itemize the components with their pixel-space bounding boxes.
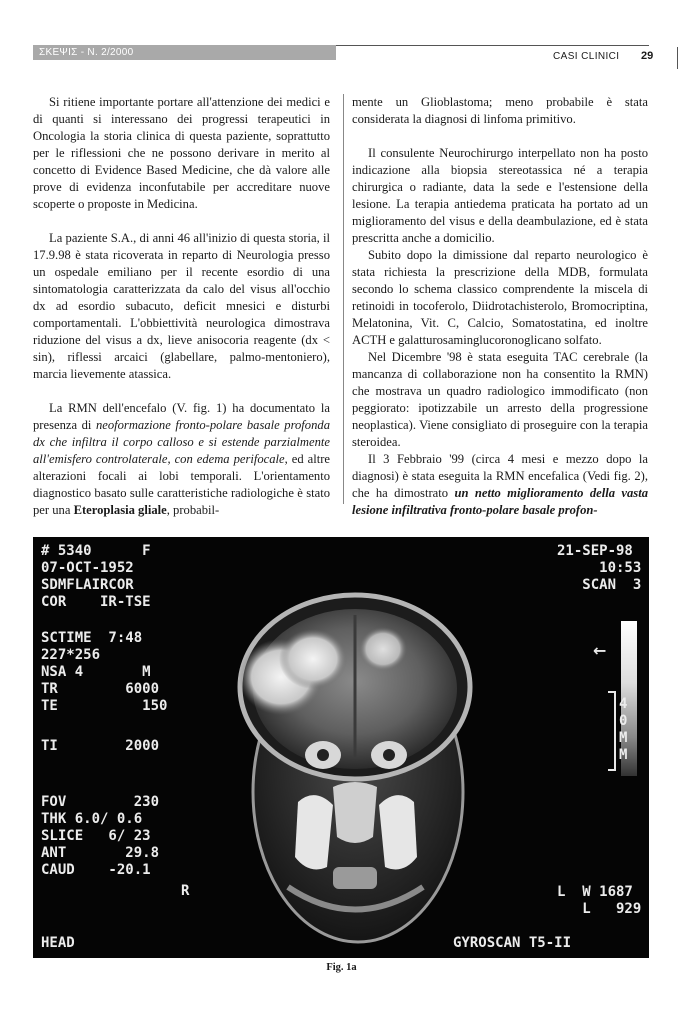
section-label: CASI CLINICI <box>553 51 620 62</box>
patient-header-info: # 5340 F 07-OCT-1952 SDMFLAIRCOR COR IR-TSE <box>41 543 151 610</box>
improvement-statement: un netto miglioramento della vasta lesione infiltrativa fronto-polare basale profon- <box>352 486 648 517</box>
right-paragraph-1: mente un Glioblastoma; meno probabile è stata considerata la diagnosi di linfoma primitivo. <box>352 95 648 126</box>
scale-bracket <box>608 691 616 771</box>
header-tick <box>677 47 678 69</box>
scan-params-geometry: FOV 230 THK 6.0/ 0.6 SLICE 6/ 23 ANT 29.8 CAUD -20.1 <box>41 794 160 878</box>
diagnosis-term: Eteroplasia gliale <box>73 503 167 517</box>
right-paragraph-4: Nel Dicembre '98 è stata eseguita TAC cerebrale (la mancanza di collaborazione non ha consentito la RMN) che mostrava un quadro radiologico immodificato (non peggiorato: ipotizzabile un arresto della progressione neoplastica). Viene consigliato di proseguire con la terapia steroidea. <box>352 350 648 449</box>
left-paragraph-1: Si ritiene importante portare all'attenzione dei medici e di quanti si interessano dei progressi terapeutici in Oncologia la storia clinica di questa paziente, soprattutto per le riflessioni che ne possono derivare in merito al concetto di Evidence Based Medicine, che dà valore alle prove di evidenza inconfutabile per accreditare nuove scoperte o proposte in Medicina. <box>33 95 330 211</box>
scan-region-label: HEAD <box>41 935 75 951</box>
left-column <box>33 94 330 519</box>
scale-marks: 4 0 M M <box>619 696 628 763</box>
figure-caption: Fig. 1a <box>326 962 357 973</box>
right-paragraph-3: Subito dopo la dimissione dal reparto neurologico è stata richiesta la prescrizione della MDB, formulata secondo lo schema classico comprendente la miscela di retinoidi in tocoferolo, Diidrotachisterolo, Bromocriptina, Melatonina, Vit. C, Calcio, Somatostatina, ed inoltre ACTH e galatturosaminglucoronoglicano solfato. <box>352 248 648 347</box>
scanner-model: GYROSCAN T5-II <box>453 935 572 951</box>
scan-params-ti: TI 2000 <box>41 738 160 754</box>
left-paragraph-3: La RMN dell'encefalo (V. fig. 1) ha documentato la presenza di neoformazione fronto-polare basale profonda dx che infiltra il corpo calloso e si estende parzialmente all'emisfero controlaterale, con edema perifocale, ed altre alterazioni focali ai lobi temporali. L'orientamento diagnostico basato sulle caratteristiche radiologiche è stato per una Eteroplasia gliale, probabil- <box>33 401 330 517</box>
mri-figure <box>33 537 649 958</box>
scan-date-info: 21-SEP-98 10:53 SCAN 3 <box>557 543 642 593</box>
left-paragraph-2: La paziente S.A., di anni 46 all'inizio di questa storia, il 17.9.98 è stata ricoverata in reparto di Neurologia presso un ospedale emiliano per il recente esordio di una sintomatologia caratterizzata da calo del visus all'occhio dx ad esordio subacuto, deficit mnesici e disturbi comportamentali. L'obbiettività neurologica dimostrava riduzione del visus a dx, lieve anisocoria reagente (dx < sin), riflessi arcaici (glabellare, palmo-mentoniero), marcia lievemente atassica. <box>33 231 330 381</box>
arrow-left-icon: ← <box>593 641 607 660</box>
scan-params-timing: SCTIME 7:48 227*256 NSA 4 M TR 6000 TE 150 <box>41 630 168 714</box>
journal-title: ΣΚΕΨΙΣ - N. 2/2000 <box>33 45 336 60</box>
right-paragraph-5: Il 3 Febbraio '99 (circa 4 mesi e mezzo dopo la diagnosi) è stata eseguita la RMN encefalica (Vedi fig. 2), che ha dimostrato un netto miglioramento della vasta lesione infiltrativa fronto-polare basale profon- <box>352 452 648 517</box>
page-header <box>0 40 683 66</box>
orientation-marker-r: R <box>181 883 190 899</box>
header-rule <box>336 45 649 46</box>
column-divider <box>343 94 344 504</box>
right-paragraph-2: Il consulente Neurochirurgo interpellato non ha posto indicazione alla biopsia stereotassica né a terapia chirurgica o radiante, data la sede e l'estensione della lesione. La terapia antiedema praticata ha portato ad un miglioramento del visus e della deambulazione, ed è stata prescritta anche a domicilio. <box>352 146 648 245</box>
right-column <box>352 94 648 519</box>
page-number: 29 <box>641 50 654 62</box>
lesion-description: neoformazione fronto-polare basale profonda dx che infiltra il corpo calloso e si estende parzialmente all'emisfero controlaterale, con edema perifocale <box>33 418 330 466</box>
window-level-info: L W 1687 L 929 <box>557 884 642 917</box>
